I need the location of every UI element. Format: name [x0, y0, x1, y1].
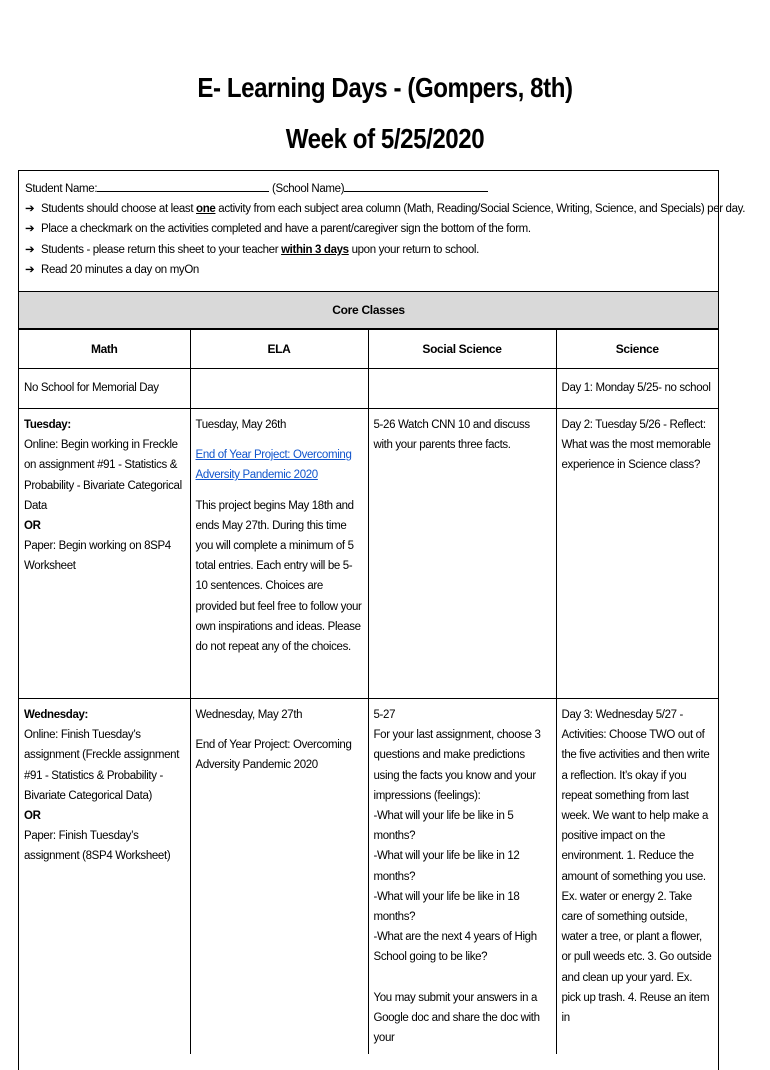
science-cell: Day 2: Tuesday 5/26 - Reflect: What was the most memorable experience in Science class? [556, 409, 718, 699]
science-cell: Day 3: Wednesday 5/27 - Activities: Choose TWO out of the five activities and then write a reflection. It’s okay if you repeat something from last week. We want to help make a positive impact on the environment. 1. Reduce the amount of something you use. Ex. water or energy 2. Take care of something outside, water a tree, or plant a flower, or pull weeds etc. 3. Go outside and clean up your yard. Ex. pick up trash. 4. Reuse an item in [556, 699, 718, 1055]
math-cell: Tuesday: Online: Begin working in Freckle on assignment #91 - Statistics & Probability - Bivariate Categorical Data OR Paper: Begin working on 8SP4 Worksheet [19, 409, 190, 699]
arrow-icon: ➔ [25, 263, 35, 276]
social-cell: 5-26 Watch CNN 10 and discuss with your parents three facts. [368, 409, 556, 699]
math-cell: No School for Memorial Day [19, 369, 190, 409]
instruction-bullet: ➔ Read 20 minutes a day on myOn [25, 260, 715, 280]
core-classes-header: Core Classes [19, 291, 718, 329]
student-name-blank[interactable] [97, 179, 269, 192]
school-name-label: (School Name) [272, 183, 345, 195]
project-link[interactable]: End of Year Project: Overcoming Adversity Pandemic 2020 [195, 449, 352, 482]
arrow-icon: ➔ [25, 203, 35, 216]
schedule-table [19, 329, 718, 1054]
table-row [19, 699, 718, 1055]
ela-cell [190, 369, 368, 409]
math-cell: Wednesday: Online: Finish Tuesday’s assignment (Freckle assignment #91 - Statistics & Probability - Bivariate Categorical Data) OR Paper: Finish Tuesday’s assignment (8SP4 Worksheet) [19, 699, 190, 1055]
table-row [19, 409, 718, 699]
instruction-bullet: ➔ Students should choose at least one activity from each subject area column (Math, Reading/Social Science, Writing, Science, and Specials) per day. [25, 199, 715, 219]
column-header-math: Math [19, 330, 190, 369]
instruction-bullet: ➔ Place a checkmark on the activities completed and have a parent/caregiver sign the bottom of the form. [25, 219, 715, 239]
name-line [25, 179, 715, 199]
ela-cell: Wednesday, May 27th End of Year Project: Overcoming Adversity Pandemic 2020 [190, 699, 368, 1055]
worksheet-box [18, 170, 746, 1070]
column-header-ela: ELA [190, 330, 368, 369]
arrow-icon: ➔ [25, 223, 35, 236]
column-header-science: Science [556, 330, 718, 369]
column-header-social-science: Social Science [368, 330, 556, 369]
science-cell: Day 1: Monday 5/25- no school [556, 369, 718, 409]
school-name-blank[interactable] [344, 179, 488, 192]
social-cell: 5-27 For your last assignment, choose 3 questions and make predictions using the facts you know and your impressions (feelings): -What will your life be like in 5 months? -What will your life be like in 12 months? -What will your life be like in 18 months? -What are the next 4 years of High School going to be like? You may submit your answers in a Google doc and share the doc with your [368, 699, 556, 1055]
ela-cell: Tuesday, May 26th End of Year Project: Overcoming Adversity Pandemic 2020 This project begins May 18th and ends May 27th. During this time you will complete a minimum of 5 total entries. Each entry will be 5-10 sentences. Choices are provided but feel free to follow your own inspirations and ideas. Please do not repeat any of the choices. [190, 409, 368, 699]
page-subtitle: Week of 5/25/2020 [285, 123, 485, 154]
table-row [19, 369, 718, 409]
instructions [25, 179, 746, 280]
arrow-icon: ➔ [25, 243, 35, 256]
instruction-bullet: ➔ Students - please return this sheet to your teacher within 3 days upon your return to school. [25, 240, 715, 260]
student-name-label: Student Name: [25, 183, 98, 195]
social-cell [368, 369, 556, 409]
page-title: E- Learning Days - (Gompers, 8th) [197, 72, 573, 103]
